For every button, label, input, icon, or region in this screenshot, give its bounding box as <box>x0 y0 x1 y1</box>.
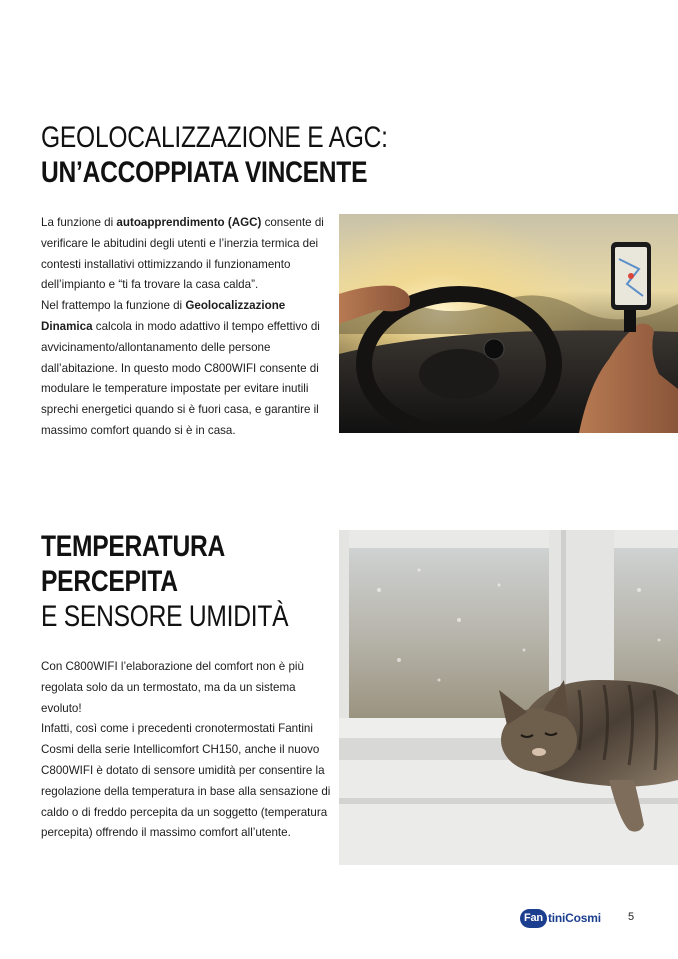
text-run: La funzione di <box>41 216 117 229</box>
section2-paragraph-2: Infatti, così come i precedenti cronotermostati Fantini Cosmi della serie Intellicomfort CH150, anche il nuovo C800WIFI è dotato di sensore umidità per consentire la regolazione della temperatura in base alla sensazione di caldo o di freddo percepita da un soggetto (temperatura percepita) offrendo il massimo comfort all’utente. <box>41 722 331 840</box>
section2-title <box>41 529 343 634</box>
logo-badge: Fan <box>520 909 547 928</box>
section2-title-line3: E SENSORE UMIDITÀ <box>41 600 289 633</box>
section1-title <box>41 120 464 190</box>
bold-run: autoapprendimento (AGC) <box>116 216 262 229</box>
section1-paragraph <box>41 213 331 442</box>
text-run: consente di verificare le abitudini degli utenti e l’inerzia termica dei contesti installativi ottimizzando il funzionamento dell’impianto e “ti fa trovare la casa calda”. <box>41 216 324 292</box>
section2-title-line2: PERCEPITA <box>41 565 178 598</box>
section2-paragraph-1: Con C800WIFI l’elaborazione del comfort non è più regolata solo da un termostato, ma da un sistema evoluto! <box>41 660 304 715</box>
section1-paragraph-1 <box>41 213 331 296</box>
section2-paragraph <box>41 657 331 844</box>
text-run: Nel frattempo la funzione di <box>41 299 186 313</box>
page-number: 5 <box>628 911 635 923</box>
logo-text: tiniCosmi <box>547 911 601 925</box>
section2-title-line1: TEMPERATURA <box>41 530 226 563</box>
section1-title-line2: UN’ACCOPPIATA VINCENTE <box>41 156 368 189</box>
fantini-cosmi-logo <box>520 905 601 931</box>
section1-paragraph-2 <box>41 296 331 442</box>
text-run: calcola in modo adattivo il tempo effettivo di avvicinamento/allontanamento delle persone dall’abitazione. In questo modo C800WIFI consente di modulare le temperature impostate per evitare inutili sprechi energetici quando si è fuori casa, e garantire il massimo comfort quando si è in casa. <box>41 319 320 437</box>
driving-navigation-photo <box>339 214 678 433</box>
cat-window-photo <box>339 530 678 865</box>
bold-run: Geolocalizzazione Dinamica <box>41 299 286 333</box>
section1-title-line1: GEOLOCALIZZAZIONE E AGC: <box>41 121 388 154</box>
